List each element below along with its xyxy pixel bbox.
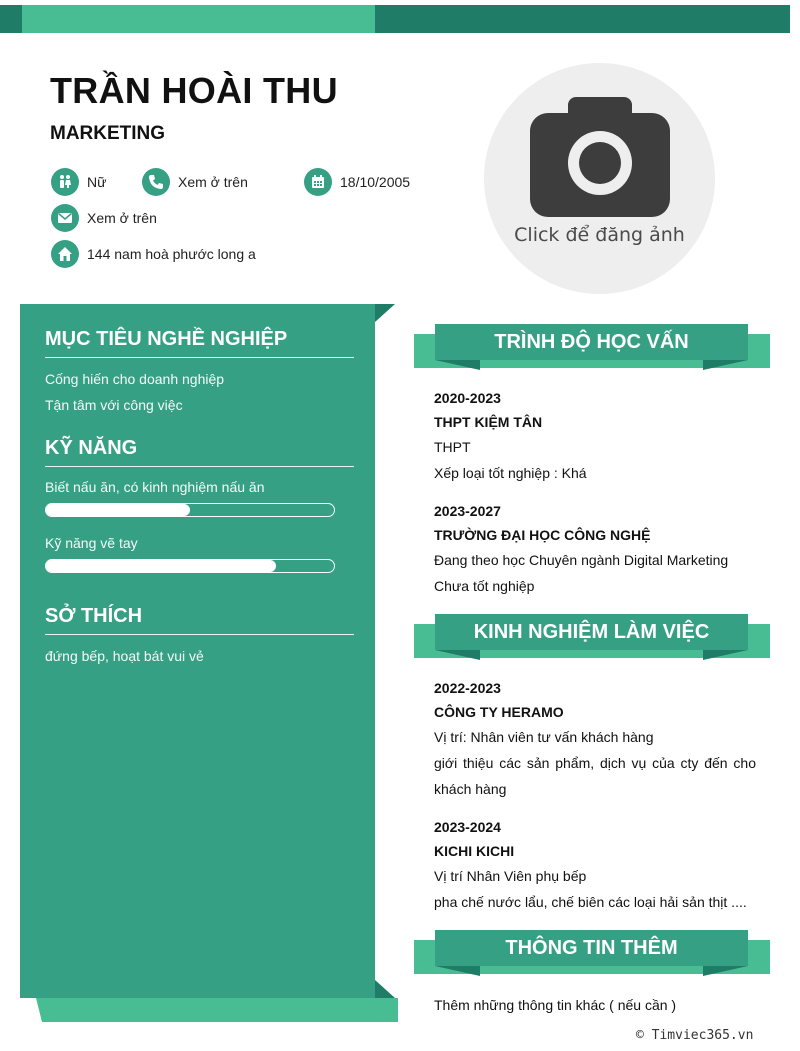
experience-company[interactable]: CÔNG TY HERAMO — [434, 704, 564, 720]
experience-desc[interactable]: giới thiệu các sản phẩm, dịch vụ của cty đến cho — [434, 755, 756, 771]
envelope-icon — [51, 204, 79, 232]
gender-value: Nữ — [87, 174, 107, 190]
email-field[interactable] — [51, 204, 157, 232]
experience-period[interactable]: 2023-2024 — [434, 819, 501, 835]
calendar-icon — [304, 168, 332, 196]
skill-bar-fill — [46, 560, 276, 572]
skill-name[interactable]: Biết nấu ăn, có kinh nghiệm nấu ăn — [45, 479, 265, 495]
phone-field[interactable] — [142, 168, 248, 196]
objective-line[interactable]: Tận tâm với công việc — [45, 397, 183, 413]
education-school[interactable]: THPT KIỆM TÂN — [434, 414, 543, 430]
experience-title[interactable]: KINH NGHIỆM LÀM VIỆC — [435, 614, 748, 650]
email-value: Xem ở trên — [87, 210, 157, 226]
education-period[interactable]: 2020-2023 — [434, 390, 501, 406]
skill-bar-fill — [46, 504, 190, 516]
objective-title[interactable]: MỤC TIÊU NGHỀ NGHIỆP — [45, 328, 354, 358]
objective-line[interactable]: Cống hiến cho doanh nghiệp — [45, 371, 225, 387]
experience-role[interactable]: Vị trí Nhân Viên phụ bếp — [434, 868, 587, 884]
experience-desc[interactable]: khách hàng — [434, 781, 507, 797]
education-period[interactable]: 2023-2027 — [434, 503, 501, 519]
panel-fold-bottom — [375, 980, 395, 998]
gender-icon — [51, 168, 79, 196]
extra-title[interactable]: THÔNG TIN THÊM — [435, 930, 748, 966]
education-note[interactable]: Chưa tốt nghiệp — [434, 578, 535, 594]
camera-icon — [530, 97, 670, 217]
experience-header — [414, 614, 770, 664]
candidate-name[interactable]: TRẦN HOÀI THU — [50, 70, 338, 111]
address-value: 144 nam hoà phước long a — [87, 246, 256, 262]
panel-bottom-strip — [36, 998, 398, 1022]
education-note[interactable]: Xếp loại tốt nghiệp : Khá — [434, 465, 587, 481]
top-bar — [0, 5, 790, 33]
education-major[interactable]: Đang theo học Chuyên ngành Digital Marketing — [434, 552, 729, 568]
extra-header — [414, 930, 770, 980]
education-major[interactable]: THPT — [434, 439, 471, 455]
gender-field[interactable] — [51, 168, 106, 196]
hobbies-text[interactable]: đứng bếp, hoạt bát vui vẻ — [45, 648, 204, 664]
position-title[interactable]: MARKETING — [50, 123, 166, 144]
experience-desc[interactable]: pha chế nước lẩu, chế biên các loại hải sản thịt .... — [434, 894, 747, 910]
home-icon — [51, 240, 79, 268]
skills-title[interactable]: KỸ NĂNG — [45, 437, 354, 467]
photo-upload[interactable] — [484, 63, 715, 294]
hobbies-title[interactable]: SỞ THÍCH — [45, 605, 354, 635]
experience-period[interactable]: 2022-2023 — [434, 680, 501, 696]
top-bar-accent — [22, 5, 375, 33]
experience-company[interactable]: KICHI KICHI — [434, 843, 515, 859]
phone-value: Xem ở trên — [178, 174, 248, 190]
education-school[interactable]: TRƯỜNG ĐẠI HỌC CÔNG NGHỆ — [434, 527, 651, 543]
skill-name[interactable]: Kỹ năng vẽ tay — [45, 535, 138, 551]
birthday-field[interactable] — [304, 168, 410, 196]
birthday-value: 18/10/2005 — [340, 174, 411, 190]
extra-text[interactable]: Thêm những thông tin khác ( nếu cần ) — [434, 997, 677, 1013]
footer-credit: © Timviec365.vn — [636, 1028, 754, 1043]
phone-icon — [142, 168, 170, 196]
address-field[interactable] — [51, 240, 256, 268]
skill-bar[interactable] — [45, 503, 335, 517]
panel-fold-top — [375, 304, 395, 322]
photo-caption: Click để đăng ảnh — [514, 224, 685, 246]
education-title[interactable]: TRÌNH ĐỘ HỌC VẤN — [435, 324, 748, 360]
education-header — [414, 324, 770, 374]
skill-bar[interactable] — [45, 559, 335, 573]
experience-role[interactable]: Vị trí: Nhân viên tư vấn khách hàng — [434, 729, 654, 745]
